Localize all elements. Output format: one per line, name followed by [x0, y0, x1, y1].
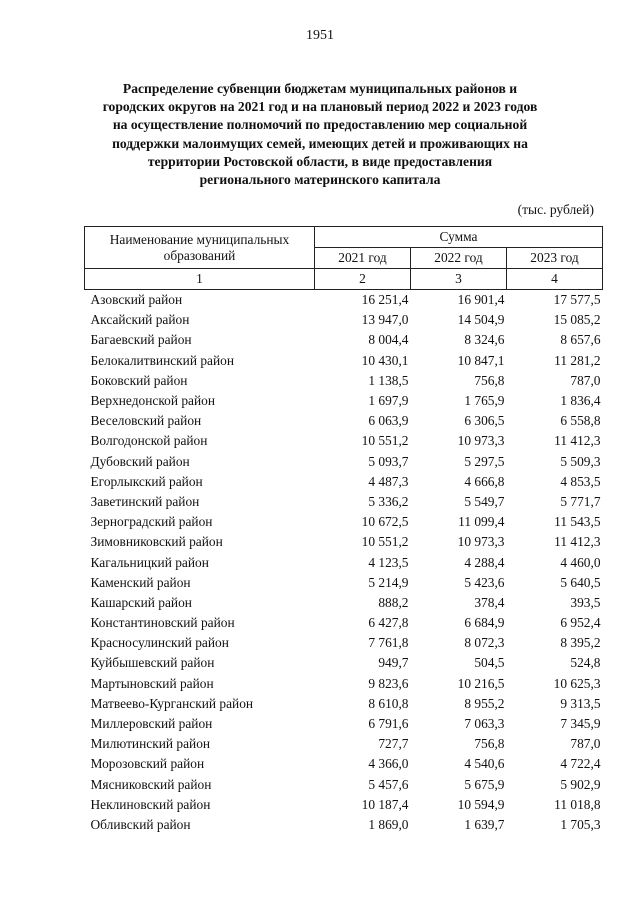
amount-2021: 1 138,5: [368, 372, 409, 388]
title-line: регионального материнского капитала: [199, 172, 441, 188]
amount-2022: 756,8: [474, 372, 505, 388]
table-row: [85, 391, 603, 411]
amount-2023: 8 395,2: [560, 635, 601, 651]
amount-2021: 5 214,9: [368, 574, 409, 590]
amount-2022: 10 847,1: [457, 352, 505, 368]
header-col-number: 2: [315, 269, 411, 290]
amount-2023: 5 902,9: [560, 776, 601, 792]
table-row: [85, 411, 603, 431]
amount-2022: 10 594,9: [457, 796, 505, 812]
amount-2022: 14 504,9: [457, 312, 505, 328]
amount-2021: 6 791,6: [368, 716, 409, 732]
amount-2022: 5 297,5: [464, 453, 505, 469]
amount-2022: 1 639,7: [464, 816, 505, 832]
district-name: Красносулинский район: [90, 635, 229, 651]
table-row: [85, 330, 603, 350]
amount-2023: 11 543,5: [554, 514, 601, 530]
amount-2021: 10 672,5: [361, 514, 409, 530]
district-name: Неклиновский район: [90, 796, 211, 812]
table-row: [85, 532, 603, 552]
amount-2023: 1 836,4: [560, 393, 601, 409]
table-row: [85, 795, 603, 815]
amount-2021: 6 063,9: [368, 413, 409, 429]
title-line: территории Ростовской области, в виде предоставления: [147, 153, 493, 169]
table-row: [85, 613, 603, 633]
table-row: [85, 815, 603, 835]
title-line: поддержки малоимущих семей, имеющих детей и проживающих на: [112, 135, 528, 151]
amount-2023: 8 657,6: [560, 332, 601, 348]
amount-2021: 1 869,0: [368, 816, 409, 832]
district-name: Кагальницкий район: [90, 554, 209, 570]
amount-2021: 5 457,6: [368, 776, 409, 792]
district-name: Обливский район: [90, 816, 191, 832]
amount-2023: 5 771,7: [560, 493, 601, 509]
amount-2023: 17 577,5: [553, 292, 601, 308]
amount-2023: 11 412,3: [554, 433, 601, 449]
amount-2021: 888,2: [378, 594, 409, 610]
amount-2022: 8 072,3: [464, 635, 505, 651]
title-line: на осуществление полномочий по предоставлению мер социальной: [112, 117, 528, 133]
amount-2021: 8 610,8: [368, 695, 409, 711]
district-name: Зимовниковский район: [90, 534, 223, 550]
amount-2022: 5 675,9: [464, 776, 505, 792]
table-row: [85, 775, 603, 795]
amount-2021: 10 551,2: [361, 534, 409, 550]
amount-2022: 10 973,3: [457, 433, 505, 449]
district-name: Мясниковский район: [90, 776, 212, 792]
amount-2023: 393,5: [570, 594, 601, 610]
amount-2023: 15 085,2: [553, 312, 601, 328]
district-name: Кашарский район: [90, 594, 192, 610]
table-row: [85, 734, 603, 754]
amount-2022: 5 549,7: [464, 493, 505, 509]
table-row: [85, 633, 603, 653]
amount-2022: 4 288,4: [464, 554, 505, 570]
amount-2022: 6 306,5: [464, 413, 505, 429]
amount-2022: 756,8: [474, 736, 505, 752]
amount-2022: 4 540,6: [464, 756, 505, 772]
amount-2023: 10 625,3: [553, 675, 601, 691]
amount-2022: 5 423,6: [464, 574, 505, 590]
header-sum: Сумма: [315, 227, 603, 248]
units-label: (тыс. рублей): [517, 202, 594, 217]
amount-2022: 8 955,2: [464, 695, 505, 711]
amount-2021: 4 487,3: [368, 473, 409, 489]
amount-2022: 378,4: [474, 594, 505, 610]
amount-2021: 4 366,0: [368, 756, 409, 772]
amount-2021: 1 697,9: [368, 393, 409, 409]
amount-2022: 7 063,3: [464, 716, 505, 732]
amount-2022: 10 973,3: [457, 534, 505, 550]
header-year-2021: 2021 год: [315, 248, 411, 269]
amount-2023: 5 509,3: [560, 453, 601, 469]
district-name: Милютинский район: [90, 736, 211, 752]
table-header: [85, 227, 603, 290]
district-name: Веселовский район: [90, 413, 202, 429]
amount-2023: 524,8: [570, 655, 601, 671]
amount-2023: 787,0: [570, 736, 601, 752]
district-name: Миллеровский район: [90, 716, 213, 732]
document-title: [70, 80, 570, 189]
district-name: Матвеево-Курганский район: [90, 695, 254, 711]
amount-2021: 4 123,5: [368, 554, 409, 570]
amount-2021: 727,7: [378, 736, 409, 752]
amount-2022: 8 324,6: [464, 332, 505, 348]
amount-2023: 9 313,5: [560, 695, 601, 711]
table-row: [85, 472, 603, 492]
table-row: [85, 371, 603, 391]
header-col-number: 3: [411, 269, 507, 290]
amount-2023: 7 345,9: [560, 716, 601, 732]
table-row: [85, 754, 603, 774]
amount-2021: 10 187,4: [361, 796, 409, 812]
table-row: [85, 512, 603, 532]
table-row: [85, 310, 603, 330]
amount-2021: 5 336,2: [368, 493, 409, 509]
district-name: Боковский район: [90, 372, 188, 388]
table-row: [85, 552, 603, 572]
district-name: Азовский район: [90, 292, 183, 308]
title-line: городских округов на 2021 год и на плановый период 2022 и 2023 годов: [102, 99, 538, 115]
amount-2023: 4 460,0: [560, 554, 601, 570]
district-name: Мартыновский район: [90, 675, 214, 691]
district-name: Волгодонской район: [90, 433, 208, 449]
table-row: [85, 452, 603, 472]
amount-2023: 11 281,2: [554, 352, 601, 368]
district-name: Верхнедонской район: [90, 393, 216, 409]
amount-2023: 6 558,8: [560, 413, 601, 429]
district-name: Аксайский район: [90, 312, 190, 328]
header-col-number: 1: [85, 269, 315, 290]
amount-2021: 16 251,4: [361, 292, 409, 308]
district-name: Белокалитвинский район: [90, 352, 235, 368]
amount-2021: 5 093,7: [368, 453, 409, 469]
amount-2022: 6 684,9: [464, 615, 505, 631]
amount-2021: 8 004,4: [368, 332, 409, 348]
amount-2022: 16 901,4: [457, 292, 505, 308]
amount-2022: 1 765,9: [464, 393, 505, 409]
amount-2021: 13 947,0: [361, 312, 409, 328]
table-row: [85, 351, 603, 371]
amount-2022: 4 666,8: [464, 473, 505, 489]
district-name: Куйбышевский район: [90, 655, 215, 671]
table-body: [85, 290, 603, 836]
table-row: [85, 714, 603, 734]
district-name: Константиновский район: [90, 615, 235, 631]
amount-2021: 10 430,1: [361, 352, 409, 368]
amount-2021: 7 761,8: [368, 635, 409, 651]
amount-2023: 11 018,8: [554, 796, 601, 812]
amount-2022: 11 099,4: [458, 514, 505, 530]
district-name: Морозовский район: [90, 756, 205, 772]
district-name: Каменский район: [90, 574, 191, 590]
district-name: Дубовский район: [90, 453, 190, 469]
district-name: Егорлыкский район: [90, 473, 203, 489]
table-row: [85, 593, 603, 613]
table-row: [85, 573, 603, 593]
amount-2021: 6 427,8: [368, 615, 409, 631]
table-row: [85, 674, 603, 694]
amount-2022: 10 216,5: [457, 675, 505, 691]
table-row: [85, 694, 603, 714]
district-name: Заветинский район: [90, 493, 200, 509]
amount-2022: 504,5: [474, 655, 505, 671]
header-col-number: 4: [507, 269, 603, 290]
amount-2021: 9 823,6: [368, 675, 409, 691]
amount-2021: 10 551,2: [361, 433, 409, 449]
table-row: [85, 492, 603, 512]
amount-2023: 787,0: [570, 372, 601, 388]
amount-2021: 949,7: [378, 655, 409, 671]
district-name: Зерноградский район: [90, 514, 213, 530]
header-year-2022: 2022 год: [411, 248, 507, 269]
amount-2023: 5 640,5: [560, 574, 601, 590]
header-name-column: Наименование муниципальных образований: [85, 227, 315, 269]
table-row: [85, 653, 603, 673]
amount-2023: 4 853,5: [560, 473, 601, 489]
amount-2023: 6 952,4: [560, 615, 601, 631]
subvention-table: [84, 226, 603, 835]
amount-2023: 4 722,4: [560, 756, 601, 772]
title-line: Распределение субвенции бюджетам муниципальных районов и: [122, 81, 518, 96]
amount-2023: 1 705,3: [560, 816, 601, 832]
amount-2023: 11 412,3: [554, 534, 601, 550]
district-name: Багаевский район: [90, 332, 192, 348]
page-number: 1951: [306, 28, 334, 43]
table-row: [85, 431, 603, 451]
header-year-2023: 2023 год: [507, 248, 603, 269]
table-row: [85, 290, 603, 311]
